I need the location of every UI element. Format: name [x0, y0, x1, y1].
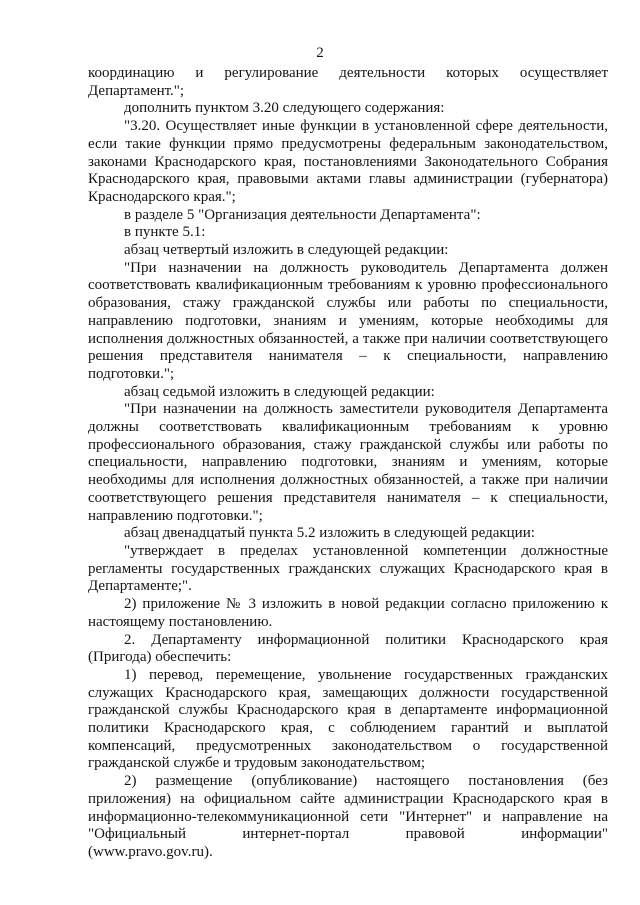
paragraph: дополнить пунктом 3.20 следующего содержания:: [124, 100, 445, 117]
paragraph: "утверждает в пределах установленной компетенции должностные регламенты государственных гражданских служащих Краснодарского края в Департаменте;".: [88, 542, 608, 595]
paragraph: "3.20. Осуществляет иные функции в установленной сфере деятельности, если такие функции прямо предусмотрены федеральным законодательством, законами Краснодарского края, постановлениями Законодательного Собрания Краснодарского края, правовыми актами главы администрации (губернатора) Краснодарского края.";: [88, 118, 608, 205]
paragraph: координацию и регулирование деятельности которых осуществляет Департамент.";: [88, 65, 608, 99]
paragraph: абзац седьмой изложить в следующей редакции:: [124, 383, 435, 400]
paragraph: 2) приложение № 3 изложить в новой редакции согласно приложению к настоящему постановлению.: [88, 596, 608, 630]
paragraph: "При назначении на должность руководитель Департамента должен соответствовать квалификационным требованиям к уровню профессионального образования, стажу гражданской службы или работы по специальности, направлению подготовки, знаниям и умениям, которые необходимы для исполнения должностных обязанностей, а также при наличии соответствующего решения представителя нанимателя – к специальности, направлению подготовки.";: [88, 259, 608, 382]
paragraph: 2) размещение (опубликование) настоящего постановления (без приложения) на официальном сайте администрации Краснодарского края в информационно-телекоммуникационной сети "Интернет" и направление на "Официальный интернет-портал правовой информации": [88, 773, 608, 843]
page-number: 2: [316, 45, 324, 61]
paragraph: (www.pravo.gov.ru).: [88, 843, 213, 860]
paragraph: 2. Департаменту информационной политики Краснодарского края (Пригода) обеспечить:: [88, 631, 608, 666]
document-body: [88, 65, 608, 862]
paragraph: абзац четвертый изложить в следующей редакции:: [124, 242, 449, 259]
paragraph: в пункте 5.1:: [124, 224, 206, 241]
paragraph: "При назначении на должность заместители руководителя Департамента должны соответствовать квалификационным требованиям к уровню профессионального образования, стажу гражданской службы или работы по специальности, направлению подготовки, знаниям и умениям, которые необходимы для исполнения должностных обязанностей, а также при наличии соответствующего решения представителя нанимателя – к специальности, направлению подготовки.";: [88, 401, 608, 524]
paragraph: абзац двенадцатый пункта 5.2 изложить в следующей редакции:: [124, 525, 535, 542]
paragraph: 1) перевод, перемещение, увольнение государственных гражданских служащих Краснодарского края, замещающих должности государственной гражданской службы Краснодарского края в департаменте информационной политики Краснодарского края, с соблюдением гарантий и выплатой компенсаций, предусмотренных законодательством о государственной гражданской службе и трудовым законодательством;: [88, 666, 608, 772]
paragraph: в разделе 5 "Организация деятельности Департамента":: [124, 206, 481, 223]
